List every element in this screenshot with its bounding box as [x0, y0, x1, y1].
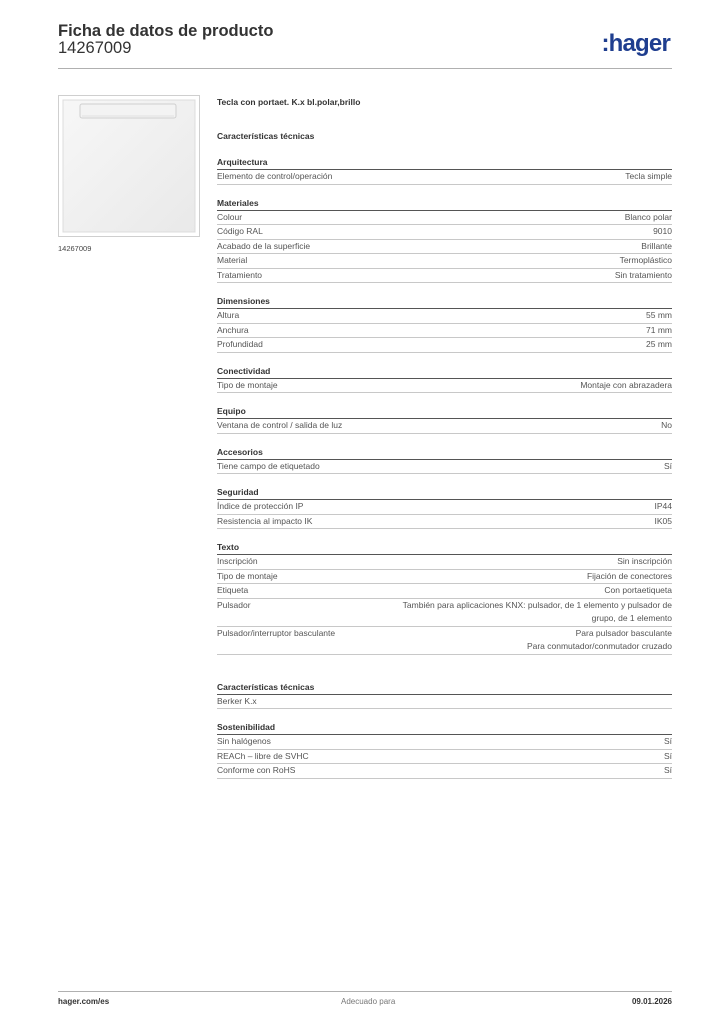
row-label: Pulsador	[217, 599, 251, 610]
row-value: 55 mm	[646, 310, 672, 320]
table-row	[217, 254, 672, 269]
table-row	[217, 379, 672, 394]
spec-content	[217, 96, 672, 779]
table-row	[217, 570, 672, 585]
table-row	[217, 555, 672, 570]
section-heading-arquitectura: Arquitectura	[217, 156, 672, 170]
row-label: Sin halógenos	[217, 736, 271, 746]
section-heading-seguridad: Seguridad	[217, 486, 672, 500]
image-caption: 14267009	[58, 244, 92, 253]
section-heading-accesorios: Accesorios	[217, 446, 672, 460]
row-label: REACh – libre de SVHC	[217, 750, 309, 761]
row-value-line: Para conmutador/conmutador cruzado	[526, 641, 672, 651]
row-label: Colour	[217, 211, 243, 222]
row-label: Etiqueta	[217, 585, 249, 595]
table-row	[217, 240, 672, 255]
table-row	[217, 460, 672, 475]
row-value: Montaje con abrazadera	[580, 379, 672, 390]
row-value: Con portaetiqueta	[604, 585, 672, 595]
row-value: Brillante	[641, 240, 672, 251]
row-value-line: Para pulsador basculante	[575, 627, 672, 638]
table-row	[217, 419, 672, 434]
footer-website: hager.com/es	[58, 997, 110, 1006]
table-row	[217, 735, 672, 750]
row-value: Blanco polar	[624, 211, 672, 222]
table-row	[217, 211, 672, 226]
table-row	[217, 225, 672, 240]
table-row	[217, 750, 672, 765]
page-header	[58, 21, 672, 69]
row-value	[393, 599, 672, 626]
row-value: Sí	[663, 460, 672, 471]
row-value: Termoplástico	[619, 255, 672, 265]
table-row	[217, 627, 672, 655]
footer-note: Adecuado para	[341, 997, 396, 1006]
table-row	[217, 695, 672, 710]
row-value: 9010	[653, 226, 672, 236]
table-row	[217, 584, 672, 599]
table-row	[217, 324, 672, 339]
table-row	[217, 309, 672, 324]
table-row	[217, 170, 672, 185]
product-number: 14267009	[58, 39, 132, 57]
table-row	[217, 338, 672, 353]
row-value	[517, 627, 672, 654]
section-heading-equipo: Equipo	[217, 405, 672, 419]
row-label: Código RAL	[217, 226, 263, 236]
row-label: Altura	[217, 310, 240, 320]
row-label: Tiene campo de etiquetado	[217, 460, 320, 471]
row-value: Sin inscripción	[617, 556, 672, 566]
section-heading-caracteristicas: Características técnicas	[217, 681, 672, 695]
table-row	[217, 764, 672, 779]
row-value: Tecla simple	[625, 171, 672, 181]
row-label: Acabado de la superficie	[217, 240, 311, 251]
row-label: Tipo de montaje	[217, 570, 278, 581]
row-label: Índice de protección IP	[217, 501, 304, 511]
row-value: IP44	[654, 501, 672, 511]
tech-heading: Características técnicas	[217, 131, 315, 141]
section-heading-dimensiones: Dimensiones	[217, 295, 672, 309]
row-label: Profundidad	[217, 339, 263, 349]
row-label: Elemento de control/operación	[217, 171, 333, 181]
header-divider	[58, 68, 672, 69]
row-label: Resistencia al impacto IK	[217, 515, 313, 526]
table-row	[217, 500, 672, 515]
row-label: Pulsador/interruptor basculante	[217, 627, 336, 638]
product-image	[58, 95, 200, 237]
row-value: Sin tratamiento	[614, 269, 672, 280]
row-value-line: También para aplicaciones KNX: pulsador, de 1 elemento y pulsador de	[402, 599, 672, 610]
table-row	[217, 269, 672, 284]
row-value: No	[661, 420, 672, 430]
row-label: Tipo de montaje	[217, 379, 278, 390]
row-label: Anchura	[217, 324, 249, 335]
table-row	[217, 599, 672, 627]
row-value: Fijación de conectores	[586, 570, 672, 581]
row-value: Sí	[663, 750, 672, 761]
row-value: IK05	[654, 515, 672, 526]
row-value-line: grupo, de 1 elemento	[591, 613, 672, 623]
table-row	[217, 515, 672, 530]
row-label: Ventana de control / salida de luz	[217, 420, 343, 430]
product-name: Tecla con portaet. K.x bl.polar,brillo	[217, 97, 361, 107]
footer-date: 09.01.2026	[631, 997, 672, 1006]
section-heading-materiales: Materiales	[217, 197, 672, 211]
rocker-switch-icon	[62, 99, 196, 233]
row-value: Sí	[663, 765, 672, 775]
row-value: 25 mm	[646, 339, 672, 349]
row-label: Berker K.x	[217, 695, 257, 706]
section-heading-conectividad: Conectividad	[217, 365, 672, 379]
footer-divider	[58, 991, 672, 992]
section-heading-texto: Texto	[217, 541, 672, 555]
row-label: Conforme con RoHS	[217, 765, 296, 775]
document-title: Ficha de datos de producto	[58, 22, 274, 40]
row-value: Sí	[663, 736, 672, 746]
row-label: Inscripción	[217, 556, 258, 566]
section-heading-sostenibilidad: Sostenibilidad	[217, 721, 672, 735]
row-value: 71 mm	[646, 324, 672, 335]
row-label: Material	[217, 255, 248, 265]
row-label: Tratamiento	[217, 269, 263, 280]
hager-logo: :hager	[601, 30, 670, 57]
